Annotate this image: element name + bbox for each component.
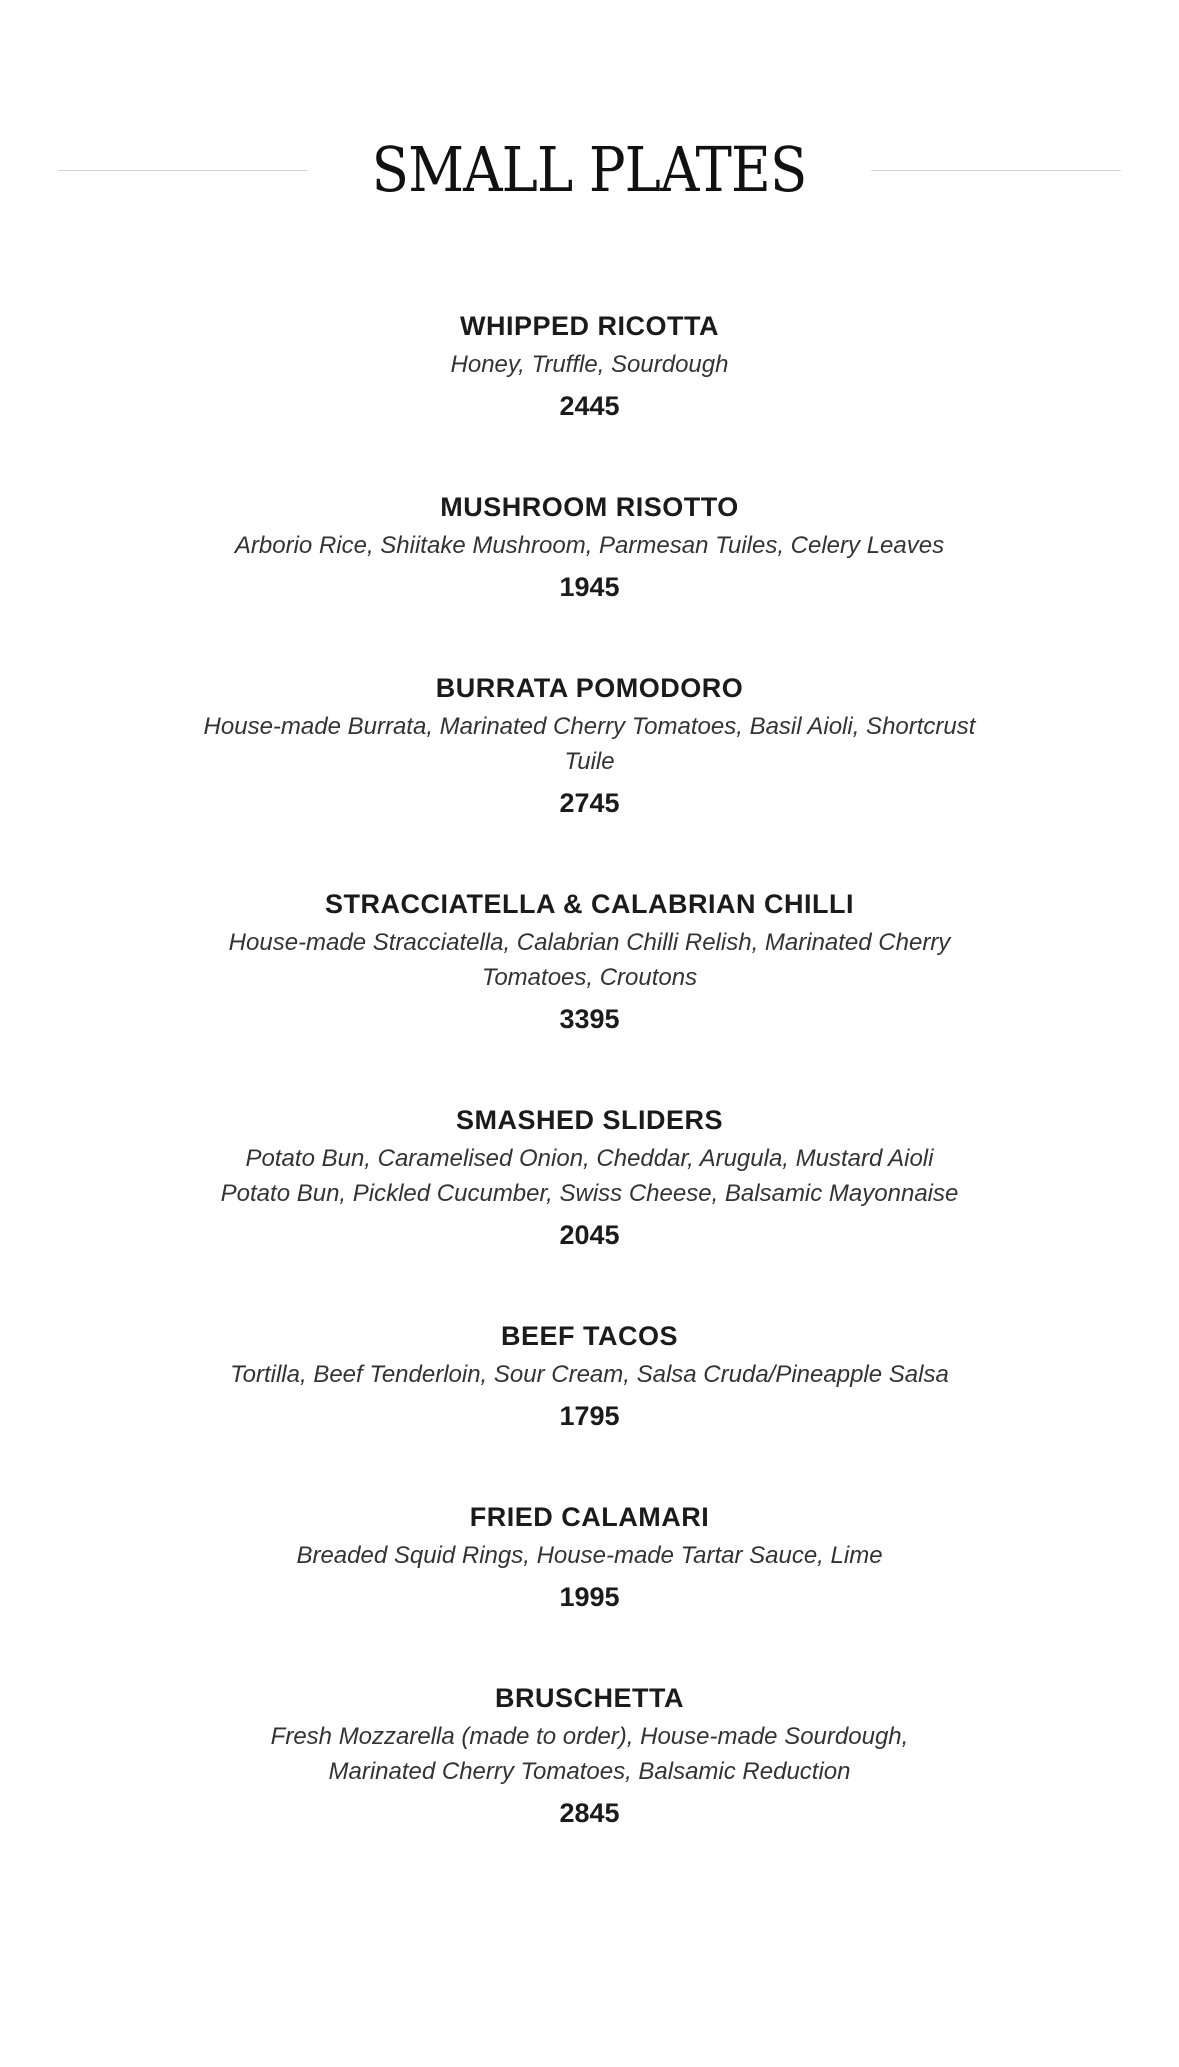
- item-price: 3395: [559, 1004, 620, 1034]
- menu-item-list: [0, 305, 1179, 1893]
- page-title: SMALL PLATES: [372, 133, 807, 206]
- item-description: Breaded Squid Rings, House-made Tartar Sauce, Lime: [296, 1542, 883, 1569]
- item-description: Arborio Rice, Shiitake Mushroom, Parmesan Tuiles, Celery Leaves: [234, 532, 945, 559]
- menu-item: [0, 1315, 1179, 1438]
- left-divider: [58, 170, 308, 171]
- item-name: BRUSCHETTA: [495, 1683, 684, 1713]
- right-divider: [871, 170, 1121, 171]
- menu-header: [0, 125, 1179, 215]
- item-price: 2045: [559, 1220, 620, 1250]
- item-name: FRIED CALAMARI: [469, 1502, 710, 1532]
- item-description: Honey, Truffle, Sourdough: [450, 351, 729, 378]
- item-price: 2845: [559, 1798, 620, 1828]
- item-description: Tortilla, Beef Tenderloin, Sour Cream, Salsa Cruda/Pineapple Salsa: [230, 1361, 949, 1388]
- item-price: 1795: [559, 1401, 620, 1431]
- item-name: BURRATA POMODORO: [435, 673, 744, 703]
- item-description: Fresh Mozzarella (made to order), House-made Sourdough, Marinated Cherry Tomatoes, Balsamic Reduction: [270, 1723, 909, 1785]
- item-price: 2445: [559, 391, 620, 421]
- item-name: STRACCIATELLA & CALABRIAN CHILLI: [325, 889, 854, 919]
- item-price: 1995: [559, 1582, 620, 1612]
- item-name: BEEF TACOS: [500, 1321, 678, 1351]
- item-price: 1945: [559, 572, 620, 602]
- item-name: WHIPPED RICOTTA: [460, 311, 719, 341]
- menu-item: [0, 667, 1179, 825]
- menu-item: [0, 486, 1179, 609]
- menu-item: [0, 1496, 1179, 1619]
- menu-item: [0, 883, 1179, 1041]
- menu-item: [0, 305, 1179, 428]
- item-name: MUSHROOM RISOTTO: [440, 492, 739, 522]
- menu-item: [0, 1677, 1179, 1835]
- item-description: House-made Burrata, Marinated Cherry Tomatoes, Basil Aioli, Shortcrust Tuile: [203, 713, 976, 775]
- item-description: House-made Stracciatella, Calabrian Chilli Relish, Marinated Cherry Tomatoes, Croutons: [228, 929, 951, 991]
- item-description: Potato Bun, Caramelised Onion, Cheddar, Arugula, Mustard Aioli Potato Bun, Pickled Cucumber, Swiss Cheese, Balsamic Mayonnaise: [220, 1145, 959, 1207]
- menu-item: [0, 1099, 1179, 1257]
- item-price: 2745: [559, 788, 620, 818]
- item-name: SMASHED SLIDERS: [455, 1105, 724, 1135]
